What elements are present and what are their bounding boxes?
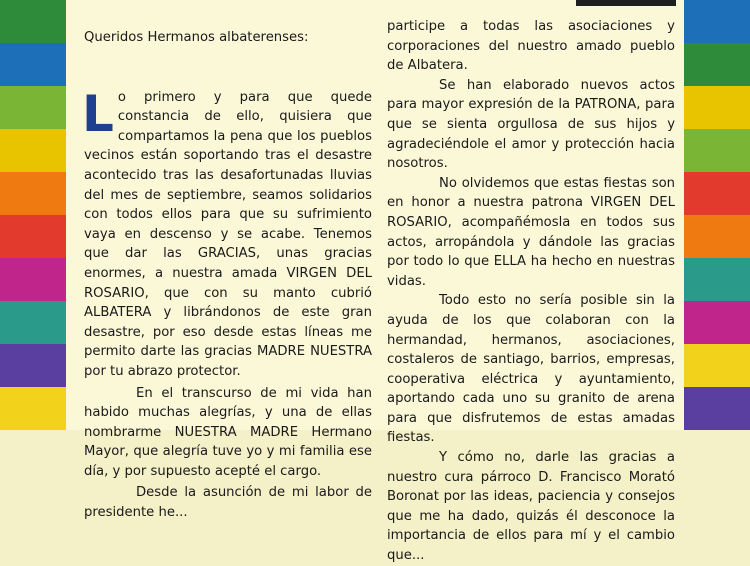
- left-color-stripes: [0, 0, 66, 430]
- stripe: [684, 43, 750, 86]
- header-bar: [576, 0, 676, 6]
- right-column: [387, 17, 675, 566]
- stripe: [684, 0, 750, 43]
- stripe: [684, 387, 750, 430]
- paragraph: participe a todas las asociaciones y corporaciones del nuestro amado pueblo de Albatera.: [387, 19, 675, 74]
- paragraph: [82, 84, 372, 382]
- paragraph: Desde la asunción de mi labor de presidente he...: [84, 485, 372, 521]
- paragraph: Todo esto no sería posible sin la ayuda de los que colaboran con la hermandad, hermanos, asociaciones, costaleros de santiago, barrios, empresas, cooperativa eléctrica y ayuntamiento, aportando cada uno su granito de arena para que disfrutemos de estas amadas fiestas.: [387, 293, 675, 446]
- paragraph: Y cómo no, darle las gracias a nuestro cura párroco D. Francisco Morató Boronat por las ideas, paciencia y consejos que me ha dado, quizás él desconoce la importancia de ellos para mí y el cambio que...: [387, 450, 675, 564]
- stripe: [0, 344, 66, 387]
- stripe: [684, 301, 750, 344]
- stripe: [684, 258, 750, 301]
- stripe: [0, 129, 66, 172]
- paragraph: Se han elaborado nuevos actos para mayor expresión de la PATRONA, para que se sienta orgullosa de sus hijos y agradeciéndole el amor y protección hacia nosotros.: [387, 77, 675, 172]
- stripe: [0, 301, 66, 344]
- right-color-stripes: [684, 0, 750, 430]
- paragraph: En el transcurso de mi vida han habido muchas alegrías, y una de ellas nombrarme NUESTRA MADRE Hermano Mayor, que alegría tuve yo y mi familia ese día, y por supuesto acepté el cargo.: [84, 385, 372, 479]
- greeting: Queridos Hermanos albaterenses:: [84, 30, 309, 45]
- stripe: [0, 387, 66, 430]
- drop-cap: L: [82, 84, 114, 143]
- stripe: [684, 129, 750, 172]
- stripe: [0, 86, 66, 129]
- letter-page: [66, 0, 684, 564]
- stripe: [0, 43, 66, 86]
- paragraph: No olvidemos que estas fiestas son en honor a nuestra patrona VIRGEN DEL ROSARIO, acompañémosla en todos sus actos, arropándola y dándole las gracias por todo lo que ELLA ha hecho en nuestras vidas.: [387, 175, 675, 289]
- paragraph-text: o primero y para que quede constancia de ello, quisiera que compartamos la pena que los pueblos vecinos están soportando tras el desastre acontecido tras las desafortunadas lluvias del mes de septiembre, seamos solidarios con todos ellos para que su sufrimiento vaya en descenso y se acabe. Tenemos que dar las GRACIAS, unas gracias enormes, a nuestra amada VIRGEN DEL ROSARIO, que con su manto cubrió ALBATERA y librándonos de este gran desastre, por eso desde estas líneas me permito darte las gracias MADRE NUESTRA por tu abrazo protector.: [84, 89, 372, 379]
- stripe: [684, 344, 750, 387]
- stripe: [684, 215, 750, 258]
- stripe: [0, 215, 66, 258]
- stripe: [684, 172, 750, 215]
- left-column: [84, 28, 372, 523]
- stripe: [0, 258, 66, 301]
- stripe: [0, 0, 66, 43]
- stripe: [0, 172, 66, 215]
- stripe: [684, 86, 750, 129]
